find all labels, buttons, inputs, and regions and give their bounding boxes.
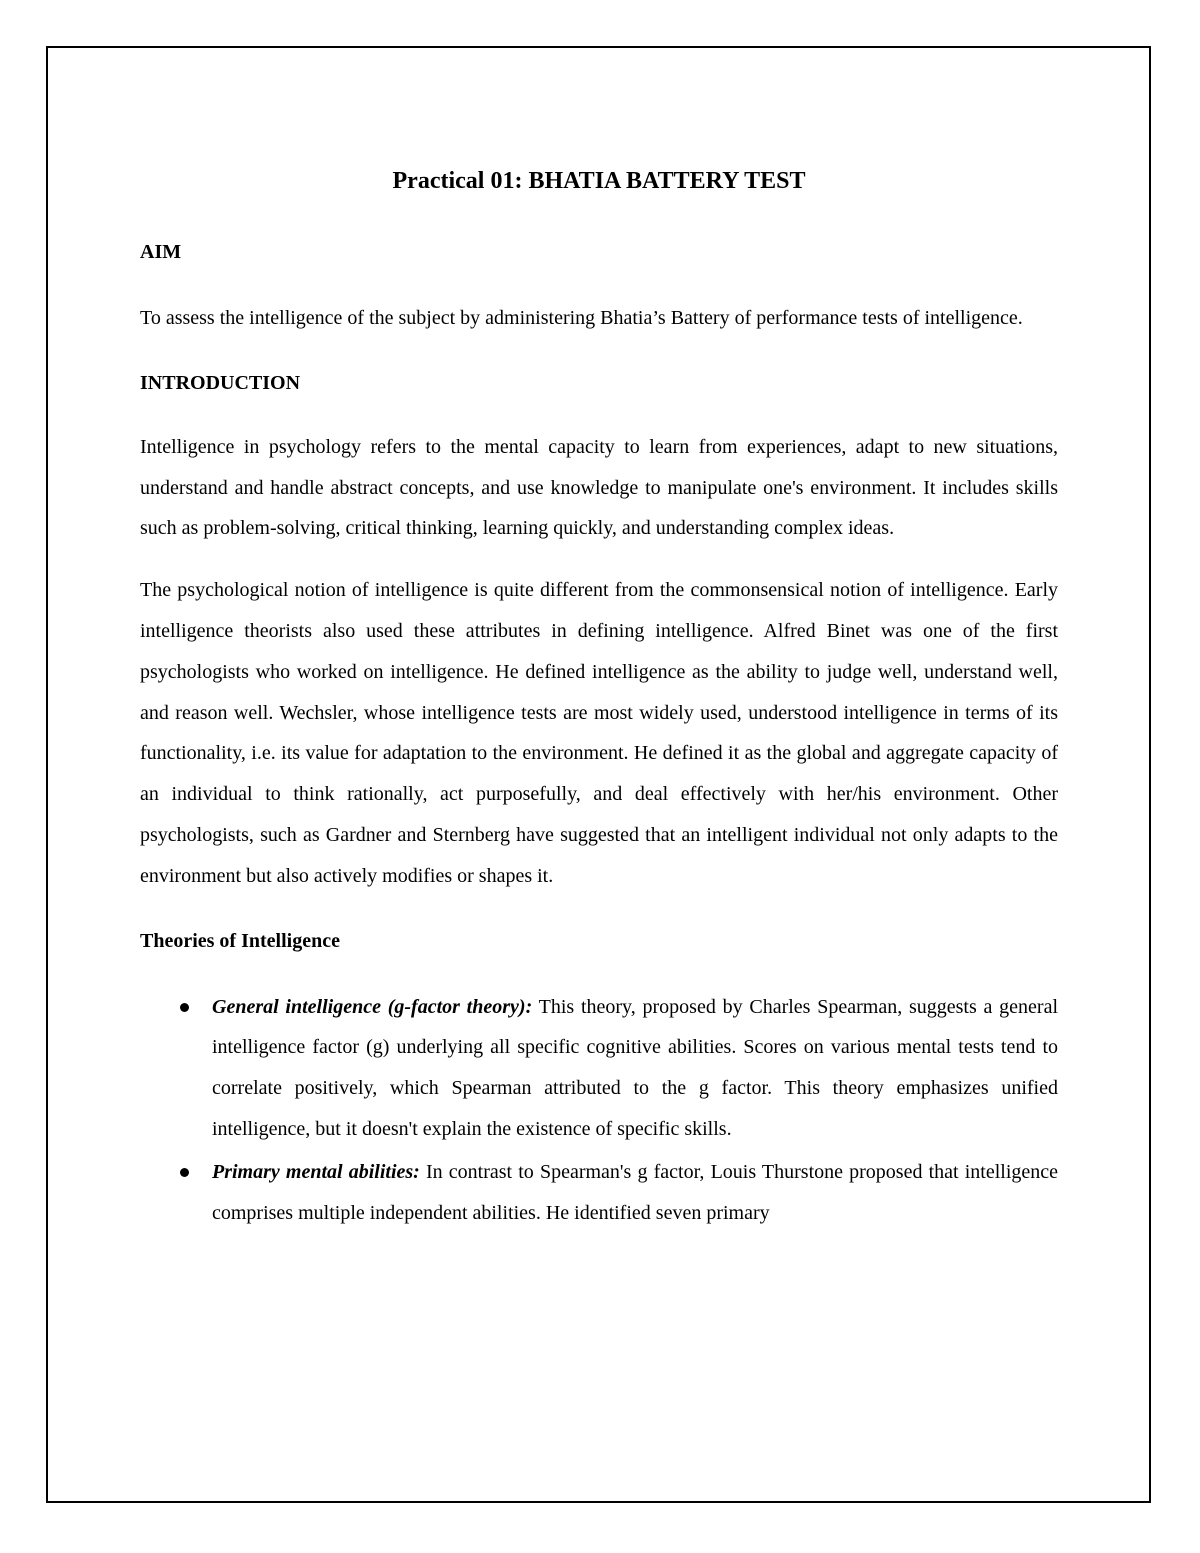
theories-list <box>140 987 1058 1234</box>
theory-term: General intelligence (g-factor theory): <box>212 995 533 1018</box>
aim-text: To assess the intelligence of the subject by administering Bhatia’s Battery of performance tests of intelligence. <box>140 307 1023 329</box>
page-title: Practical 01: BHATIA BATTERY TEST <box>392 168 806 194</box>
bullet-icon <box>180 1168 189 1177</box>
theory-text: In contrast to Spearman's g factor, Louis Thurstone proposed that intelligence comprises multiple independent abilities. He identified seven primary <box>212 1160 1059 1224</box>
introduction-paragraph-2: The psychological notion of intelligence is quite different from the commonsensical notion of intelligence. Early intelligence theorists also used these attributes in defining intelligence. Alfred Binet was one of the first psychologists who worked on intelligence. He defined intelligence as the ability to judge well, understand well, and reason well. Wechsler, whose intelligence tests are most widely used, understood intelligence in terms of its functionality, i.e. its value for adaptation to the environment. He defined it as the global and aggregate capacity of an individual to think rationally, act purposefully, and deal effectively with her/his environment. Other psychologists, such as Gardner and Sternberg have suggested that an intelligent individual not only adapts to the environment but also actively modifies or shapes it. <box>140 579 1058 887</box>
theories-heading: Theories of Intelligence <box>140 929 340 952</box>
theory-text: This theory, proposed by Charles Spearman, suggests a general intelligence factor (g) underlying all specific cognitive abilities. Scores on various mental tests tend to correlate positively, which Spearman attributed to the g factor. This theory emphasizes unified intelligence, but it doesn't explain the existence of specific skills. <box>212 995 1058 1140</box>
aim-heading: AIM <box>140 241 182 263</box>
bullet-icon <box>180 1003 189 1012</box>
list-item <box>140 987 1058 1150</box>
document-body <box>140 160 1058 1235</box>
introduction-paragraph-1: Intelligence in psychology refers to the mental capacity to learn from experiences, adapt to new situations, understand and handle abstract concepts, and use knowledge to manipulate one's environment. It includes skills such as problem-solving, critical thinking, learning quickly, and understanding complex ideas. <box>140 435 1058 540</box>
theory-term: Primary mental abilities: <box>212 1160 420 1183</box>
list-item <box>140 1152 1058 1234</box>
introduction-heading: INTRODUCTION <box>140 371 301 394</box>
